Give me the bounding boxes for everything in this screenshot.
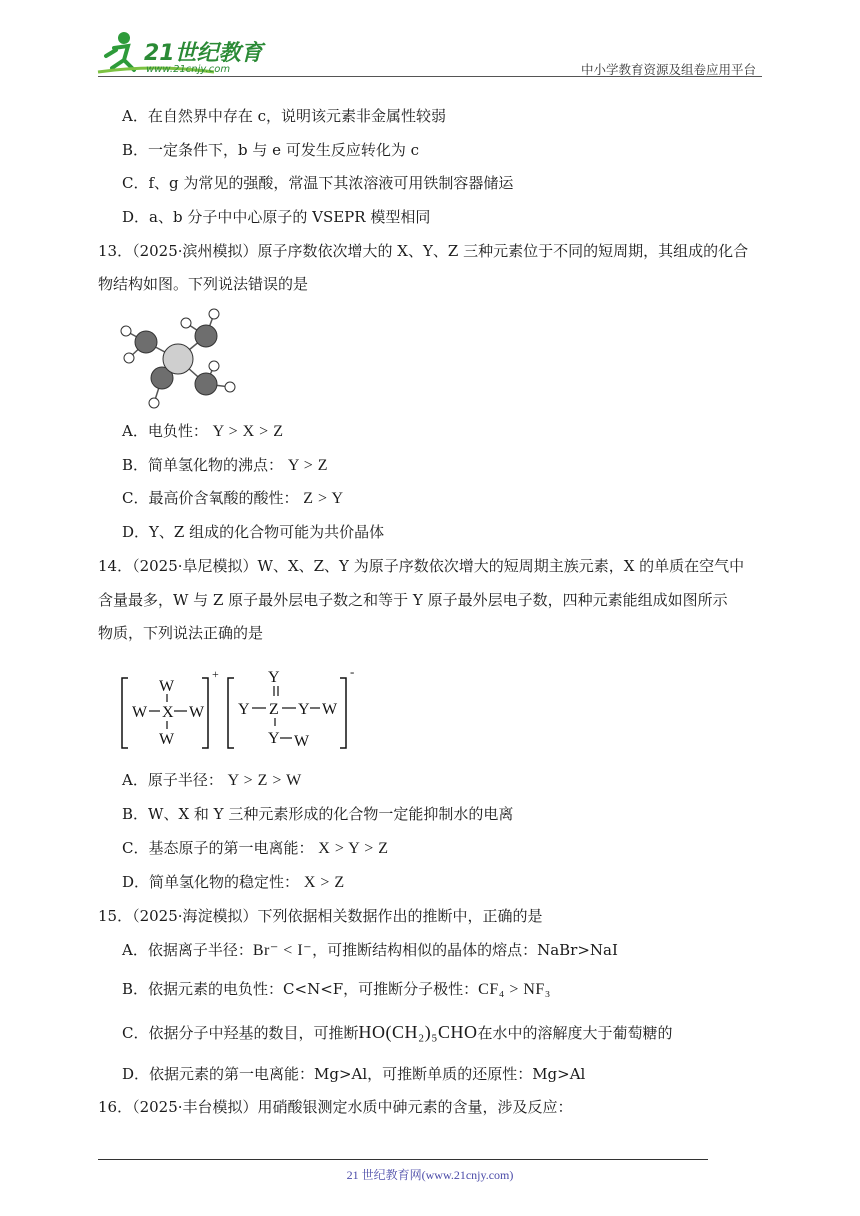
anion-charge: - (350, 664, 355, 679)
cation-w-right: W (189, 704, 205, 721)
cation-charge: + (212, 667, 219, 681)
header-divider (98, 76, 762, 77)
cation-x: X (162, 704, 174, 721)
anion-y-left: Y (238, 701, 250, 718)
q15-option-c: C．依据分子中羟基的数目，可推断HO(CH₂)₅CHO在水中的溶解度大于葡萄糖的 (122, 1022, 673, 1042)
q14-stem-line2: 含量最多，W 与 Z 原子最外层电子数之和等于 Y 原子最外层电子数，四种元素能组成如图所示 (98, 591, 728, 609)
anion-y-right: Y (298, 701, 310, 718)
logo-url: www.21cnjy.com (146, 64, 231, 75)
q14-structure-figure (116, 664, 366, 756)
q15-stem: 15．（2025·海淀模拟）下列依据相关数据作出的推断中，正确的是 (98, 907, 543, 925)
q14-option-c: C．基态原子的第一电离能： X > Y > Z (122, 839, 389, 857)
cation-w-left: W (132, 704, 148, 721)
footer-divider (98, 1159, 708, 1160)
platform-name: 中小学教育资源及组卷应用平台 (580, 62, 756, 77)
q14-stem-line1: 14．（2025·阜尼模拟）W、X、Z、Y 为原子序数依次增大的短周期主族元素，X 的单质在空气中 (98, 557, 745, 575)
q12-option-c: C．f、g 为常见的强酸，常温下其浓溶液可用铁制容器储运 (122, 174, 514, 192)
anion-z: Z (269, 701, 279, 718)
cation-w-bottom: W (159, 731, 175, 748)
q13-molecule-figure (112, 308, 252, 418)
q14-stem-line3: 物质，下列说法正确的是 (98, 624, 264, 642)
q12-option-b: B．一定条件下，b 与 e 可发生反应转化为 c (122, 141, 419, 159)
q15-option-d: D．依据元素的第一电离能：Mg>Al，可推断单质的还原性：Mg>Al (122, 1065, 586, 1083)
q15-option-b: B．依据元素的电负性：C<N<F，可推断分子极性：CF₄ > NF₃ (122, 980, 551, 998)
anion-y-top: Y (268, 669, 280, 686)
q12-option-a: A．在自然界中存在 c，说明该元素非金属性较弱 (122, 107, 447, 125)
q16-stem: 16．（2025·丰台模拟）用硝酸银测定水质中砷元素的含量，涉及反应： (98, 1098, 573, 1116)
footer-text: 21 世纪教育网(www.21cnjy.com) (346, 1168, 514, 1182)
q13-stem-line1: 13．（2025·滨州模拟）原子序数依次增大的 X、Y、Z 三种元素位于不同的短周期，其组成的化合 (98, 242, 749, 260)
logo-text: 21世纪教育 (144, 41, 263, 66)
q15-option-a: A．依据离子半径：Br⁻ < I⁻，可推断结构相似的晶体的熔点：NaBr>NaI (122, 941, 618, 959)
anion-y-bottom: Y (268, 730, 280, 747)
q13-stem-line2: 物结构如图。下列说法错误的是 (98, 275, 309, 293)
q13-option-b: B．简单氢化物的沸点： Y > Z (122, 456, 329, 474)
q14-option-a: A．原子半径： Y > Z > W (122, 771, 302, 789)
site-logo (94, 28, 264, 80)
q12-option-d: D．a、b 分子中中心原子的 VSEPR 模型相同 (122, 208, 431, 226)
q13-option-d: D．Y、Z 组成的化合物可能为共价晶体 (122, 523, 385, 541)
q13-option-a: A．电负性： Y > X > Z (122, 422, 284, 440)
anion-w-right: W (322, 701, 338, 718)
q14-option-b: B．W、X 和 Y 三种元素形成的化合物一定能抑制水的电离 (122, 805, 514, 823)
q14-option-d: D．简单氢化物的稳定性： X > Z (122, 873, 345, 891)
cation-w-top: W (159, 678, 175, 695)
q13-option-c: C．最高价含氧酸的酸性： Z > Y (122, 489, 344, 507)
anion-w-bottom: W (294, 733, 310, 750)
